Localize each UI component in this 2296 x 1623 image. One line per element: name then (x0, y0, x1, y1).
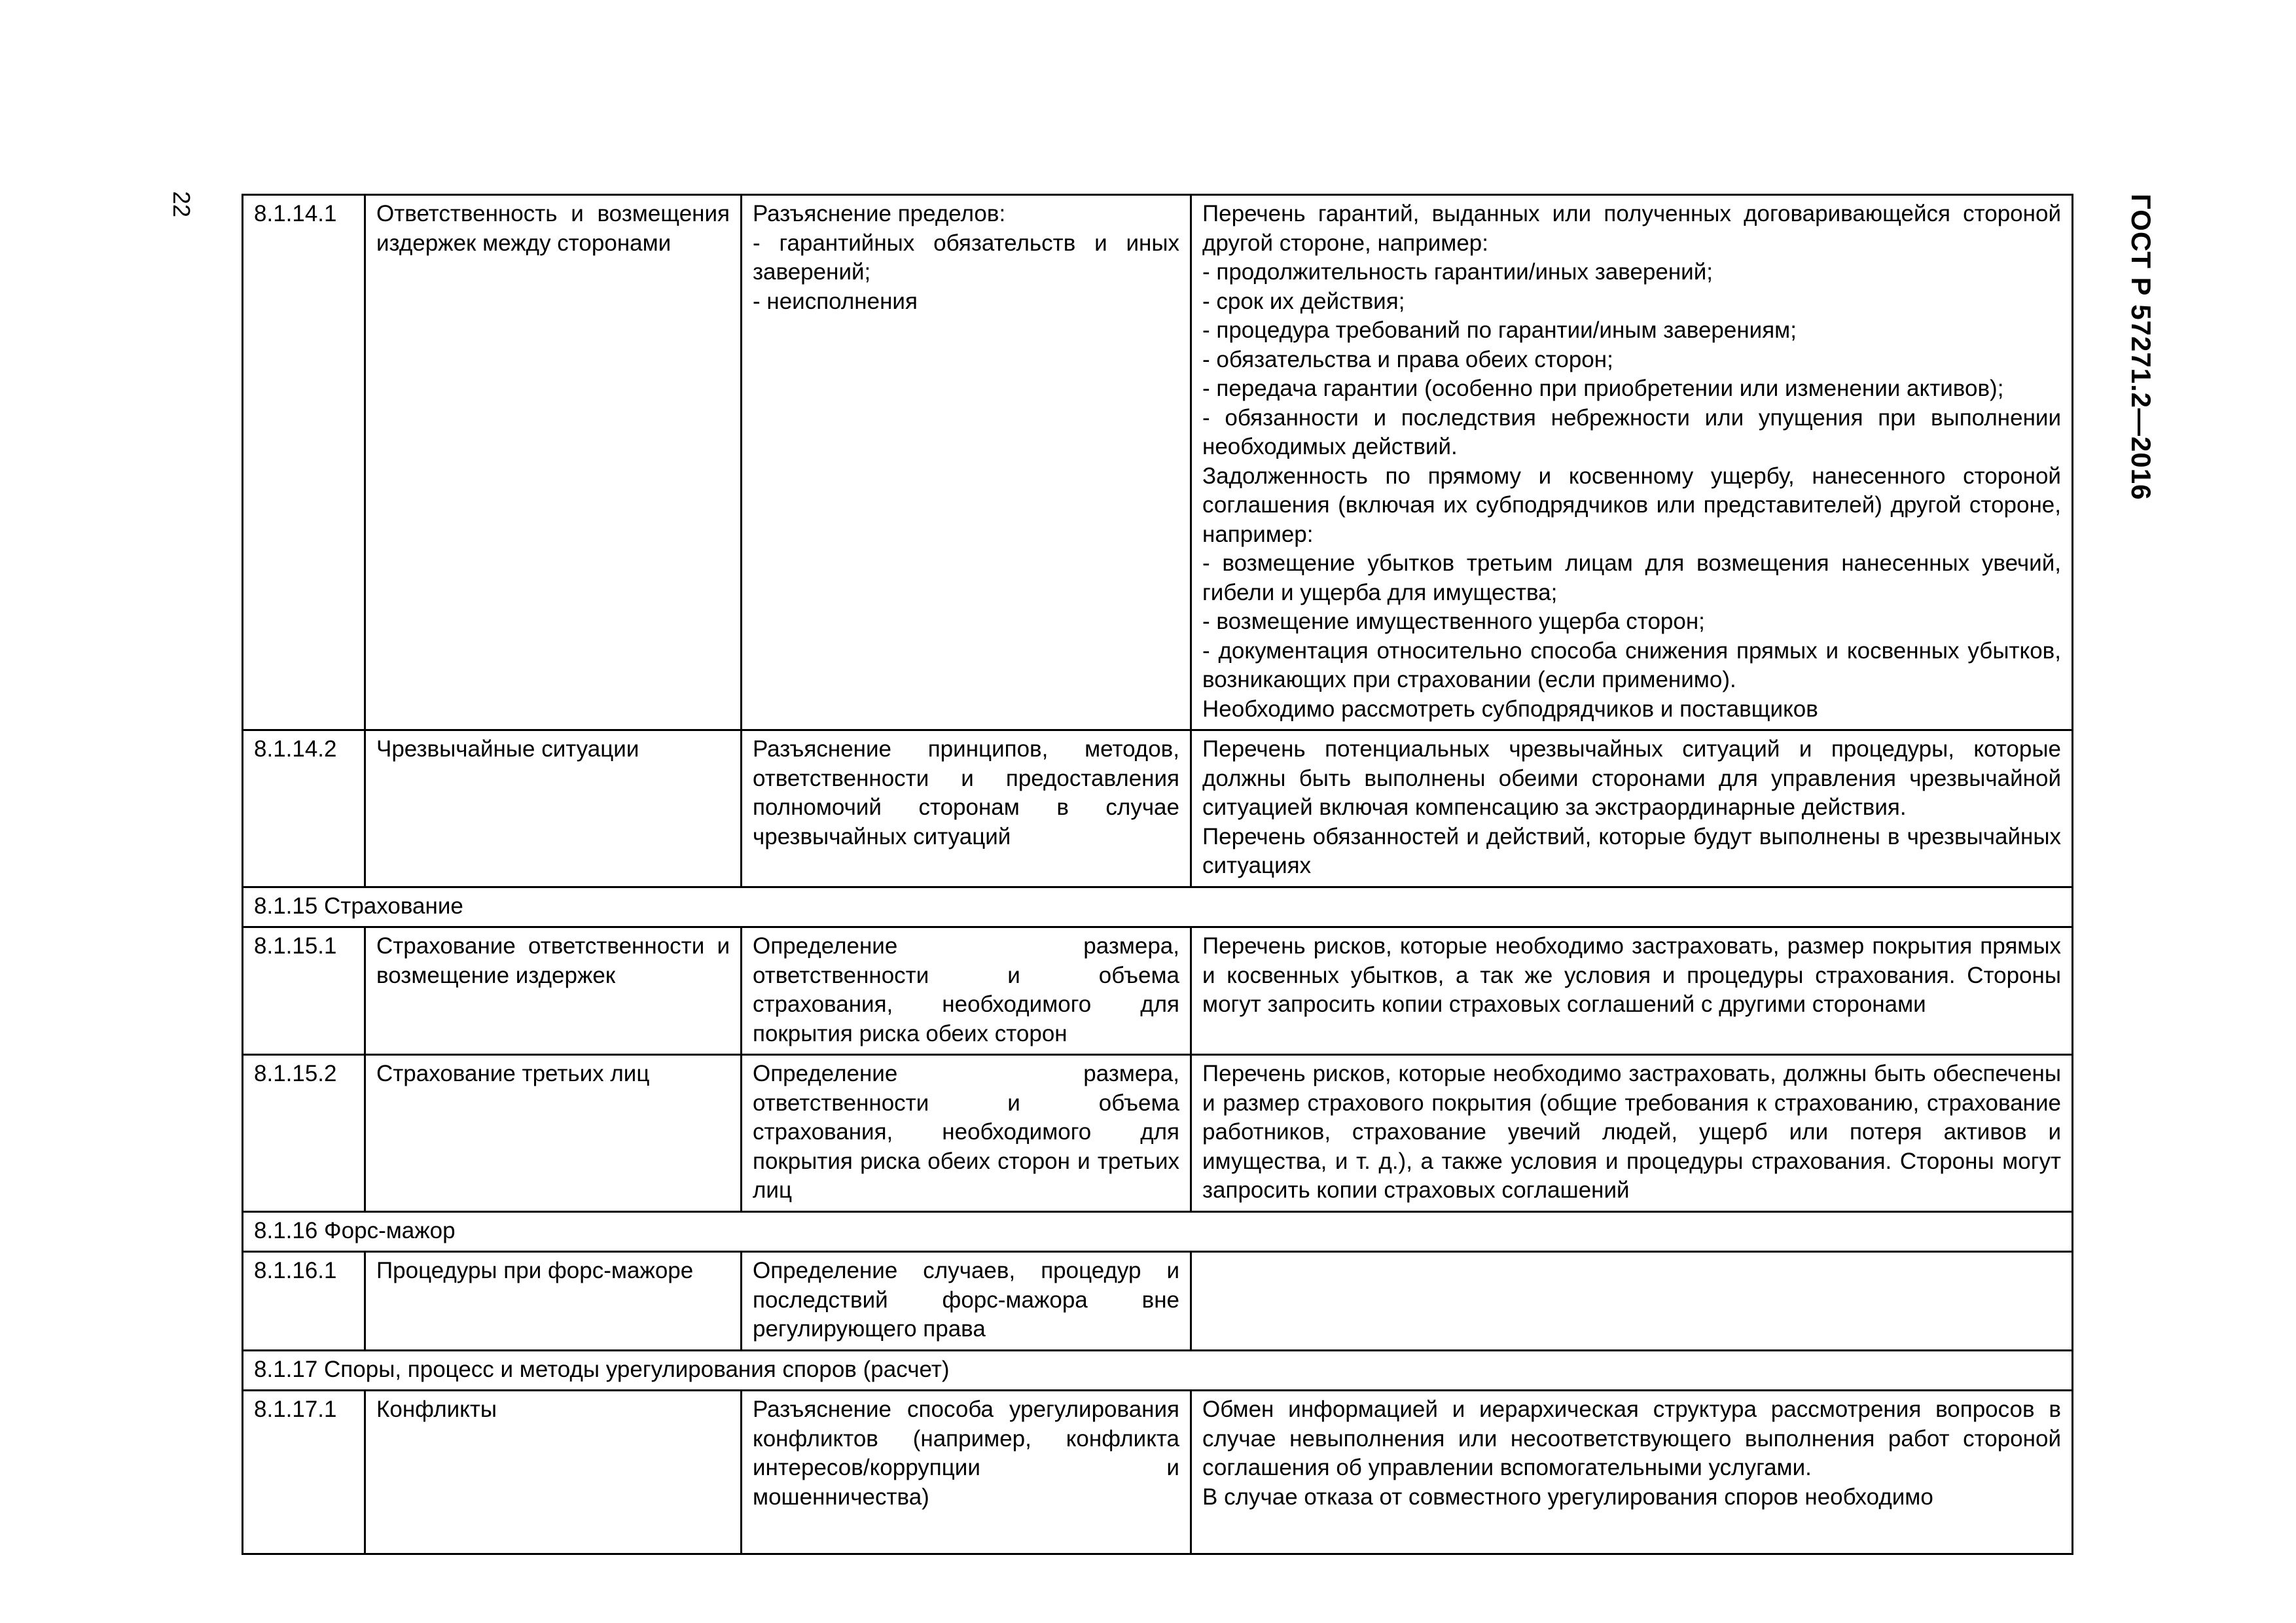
clause-content (1191, 1391, 2073, 1554)
clause-number: 8.1.15.1 (243, 927, 365, 1055)
clause-name: Страхование ответственности и возмещение издержек (365, 927, 742, 1055)
clause-content: Перечень рисков, которые необходимо застраховать, должны быть обеспечены и размер страхового покрытия (общие требования к страхованию, страхование работников, страхование увечий людей, ущерб или потеря активов и имущества, и т. д.), а также условия и процедуры страхования. Стороны могут запросить копии страховых соглашений (1191, 1055, 2073, 1212)
content-line: Перечень обязанностей и действий, которые будут выполнены в чрезвычайных ситуациях (1202, 823, 2061, 878)
page-number: 22 (168, 191, 195, 218)
clause-name: Страхование третьих лиц (365, 1055, 742, 1212)
section-row (243, 1350, 2073, 1391)
table-row (243, 927, 2073, 1055)
clause-description: Определение случаев, процедур и последствий форс-мажора вне регулирующего права (742, 1252, 1191, 1351)
content-line: Перечень потенциальных чрезвычайных ситуаций и процедуры, которые должны быть выполнены обеими сторонами для управления чрезвычайной ситуацией включая компенсацию за экстраординарные действия. (1202, 736, 2061, 820)
clause-name: Чрезвычайные ситуации (365, 730, 742, 887)
content-line: - передача гарантии (особенно при приобретении или изменении активов); (1202, 376, 2004, 401)
section-row (243, 1211, 2073, 1252)
clause-description: Определение размера, ответственности и объема страхования, необходимого для покрытия риска обеих сторон и третьих лиц (742, 1055, 1191, 1212)
description-line: Разъяснение пределов: (753, 201, 1006, 226)
clause-description: Разъяснение принципов, методов, ответственности и предоставления полномочий сторонам в случае чрезвычайных ситуаций (742, 730, 1191, 887)
content-line: - обязательства и права обеих сторон; (1202, 346, 1613, 372)
clause-number: 8.1.15.2 (243, 1055, 365, 1212)
clause-description: Определение размера, ответственности и объема страхования, необходимого для покрытия риска обеих сторон (742, 927, 1191, 1055)
content-line: - возмещение имущественного ущерба сторон; (1202, 609, 1705, 634)
table-row (243, 195, 2073, 730)
content-line: В случае отказа от совместного урегулирования споров необходимо (1202, 1484, 1933, 1510)
clause-description (742, 195, 1191, 730)
content-line: - возмещение убытков третьим лицам для возмещения нанесенных увечий, гибели и ущерба для имущества; (1202, 550, 2061, 605)
clause-number: 8.1.16.1 (243, 1252, 365, 1351)
clause-name: Конфликты (365, 1391, 742, 1554)
section-title: 8.1.15 Страхование (243, 887, 2073, 927)
content-line: Обмен информацией и иерархическая структура рассмотрения вопросов в случае невыполнения или несоответствующего выполнения работ стороной соглашения об управлении вспомогательными услугами. (1202, 1397, 2061, 1480)
table-row (243, 1252, 2073, 1351)
content-line: Необходимо рассмотреть субподрядчиков и поставщиков (1202, 696, 1818, 722)
clause-content (1191, 195, 2073, 730)
clause-description: Разъяснение способа урегулирования конфликтов (например, конфликта интересов/коррупции и мошенничества) (742, 1391, 1191, 1554)
table-row (243, 730, 2073, 887)
clause-content (1191, 1252, 2073, 1351)
content-line: - документация относительно способа снижения прямых и косвенных убытков, возникающих при страховании (если применимо). (1202, 637, 2061, 692)
table-row (243, 1391, 2073, 1554)
clause-content (1191, 730, 2073, 887)
clause-number: 8.1.14.2 (243, 730, 365, 887)
clause-name: Процедуры при форс-мажоре (365, 1252, 742, 1351)
description-line: - гарантийных обязательств и иных заверений; (753, 230, 1179, 285)
document-code: ГОСТ Р 57271.2—2016 (2126, 194, 2157, 501)
section-title: 8.1.16 Форс-мажор (243, 1211, 2073, 1252)
content-line: - срок их действия; (1202, 288, 1405, 314)
clause-number: 8.1.17.1 (243, 1391, 365, 1554)
description-line: - неисполнения (753, 288, 918, 314)
section-title: 8.1.17 Споры, процесс и методы урегулирования споров (расчет) (243, 1350, 2073, 1391)
section-row (243, 887, 2073, 927)
table-row (243, 1055, 2073, 1212)
clause-name: Ответственность и возмещения издержек между сторонами (365, 195, 742, 730)
content-line: Задолженность по прямому и косвенному ущербу, нанесенного стороной соглашения (включая их субподрядчиков или представителей) другой стороне, например: (1202, 463, 2061, 547)
content-line: Перечень гарантий, выданных или полученных договаривающейся стороной другой стороне, например: (1202, 201, 2061, 256)
content-line: - продолжительность гарантии/иных заверений; (1202, 259, 1713, 285)
clause-content: Перечень рисков, которые необходимо застраховать, размер покрытия прямых и косвенных убытков, а так же условия и процедуры страхования. Стороны могут запросить копии страховых соглашений с другими сторонами (1191, 927, 2073, 1055)
content-line: - обязанности и последствия небрежности или упущения при выполнении необходимых действий. (1202, 404, 2061, 459)
requirements-table (242, 194, 2073, 1555)
clause-number: 8.1.14.1 (243, 195, 365, 730)
content-line: - процедура требований по гарантии/иным заверениям; (1202, 317, 1797, 343)
